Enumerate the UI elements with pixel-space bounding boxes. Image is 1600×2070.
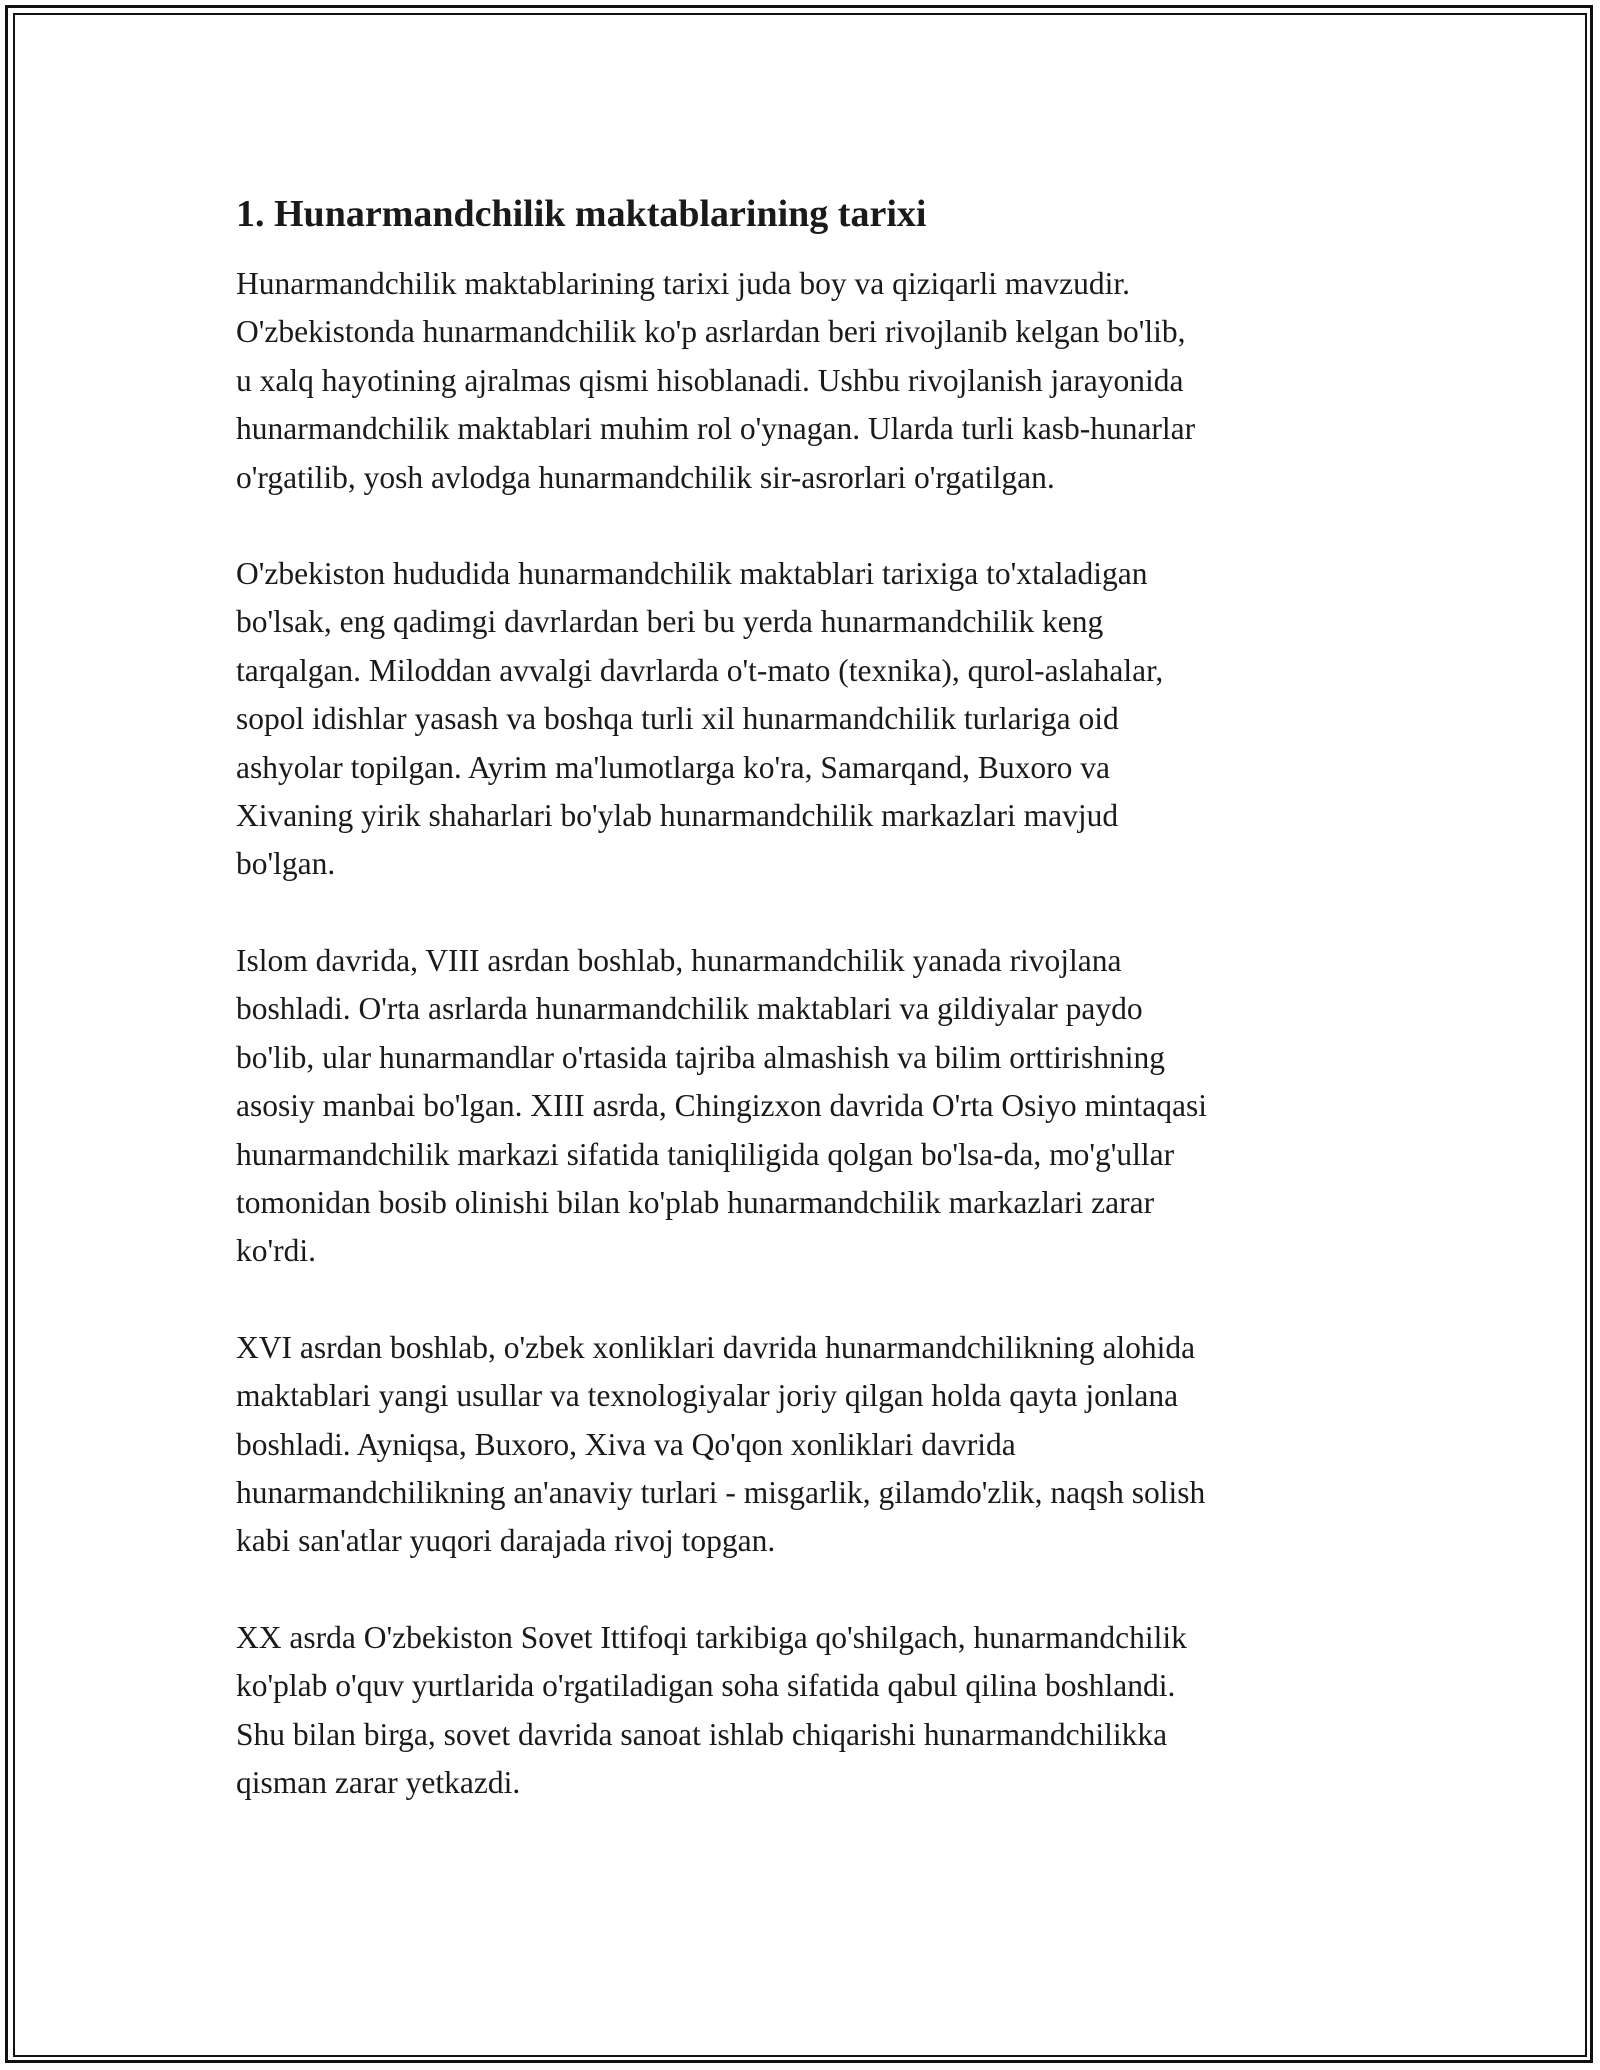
paragraph-soviet-period: XX asrda O'zbekiston Sovet Ittifoqi tarkibiga qo'shilgach, hunarmandchilik ko'plab o'quv yurtlarida o'rgatiladigan soha sifatida qabul qilina boshlandi. Shu bilan birga, sovet davrida sanoat ishlab chiqarishi hunarmandchilikka qisman zarar yetkazdi. (236, 1619, 1187, 1800)
paragraph-khanates-period: XVI asrdan boshlab, o'zbek xonliklari davrida hunarmandchilikning alohida maktablari yangi usullar va texnologiyalar joriy qilgan holda qayta jonlana boshladi. Ayniqsa, Buxoro, Xiva va Qo'qon xonliklari davrida hunarmandchilikning an'anaviy turlari - misgarlik, gilamdo'zlik, naqsh solish kabi san'atlar yuqori darajada rivoj topgan. (236, 1329, 1206, 1559)
paragraph-intro: Hunarmandchilik maktablarining tarixi juda boy va qiziqarli mavzudir. O'zbekistonda hunarmandchilik ko'p asrlardan beri rivojlanib kelgan bo'lib, u xalq hayotining ajralmas qismi hisoblanadi. Ushbu rivojlanish jarayonida hunarmandchilik maktablari muhim rol o'ynagan. Ularda turli kasb-hunarlar o'rgatilib, yosh avlodga hunarmandchilik sir-asrorlari o'rgatilgan. (236, 266, 1196, 495)
document-body (236, 186, 1386, 1855)
paragraph-islamic-period: Islom davrida, VIII asrdan boshlab, hunarmandchilik yanada rivojlana boshladi. O'rta asrlarda hunarmandchilik maktablari va gildiyalar paydo bo'lib, ular hunarmandlar o'rtasida tajriba almashish va bilim orttirishning asosiy manbai bo'lgan. XIII asrda, Chingizxon davrida O'rta Osiyo mintaqasi hunarmandchilik markazi sifatida taniqliligida qolgan bo'lsa-da, mo'g'ullar tomonidan bosib olinishi bilan ko'plab hunarmandchilik markazlari zarar ko'rdi. (236, 942, 1208, 1269)
paragraph-ancient-history: O'zbekiston hududida hunarmandchilik maktablari tarixiga to'xtaladigan bo'lsak, eng qadimgi davrlardan beri bu yerda hunarmandchilik keng tarqalgan. Miloddan avvalgi davrlarda o't-mato (texnika), qurol-aslahalar, sopol idishlar yasash va boshqa turli xil hunarmandchilik turlariga oid ashyolar topilgan. Ayrim ma'lumotlarga ko'ra, Samarqand, Buxoro va Xivaning yirik shaharlari bo'ylab hunarmandchilik markazlari mavjud bo'lgan. (236, 556, 1164, 882)
section-heading: 1. Hunarmandchilik maktablarining tarixi (236, 193, 927, 235)
